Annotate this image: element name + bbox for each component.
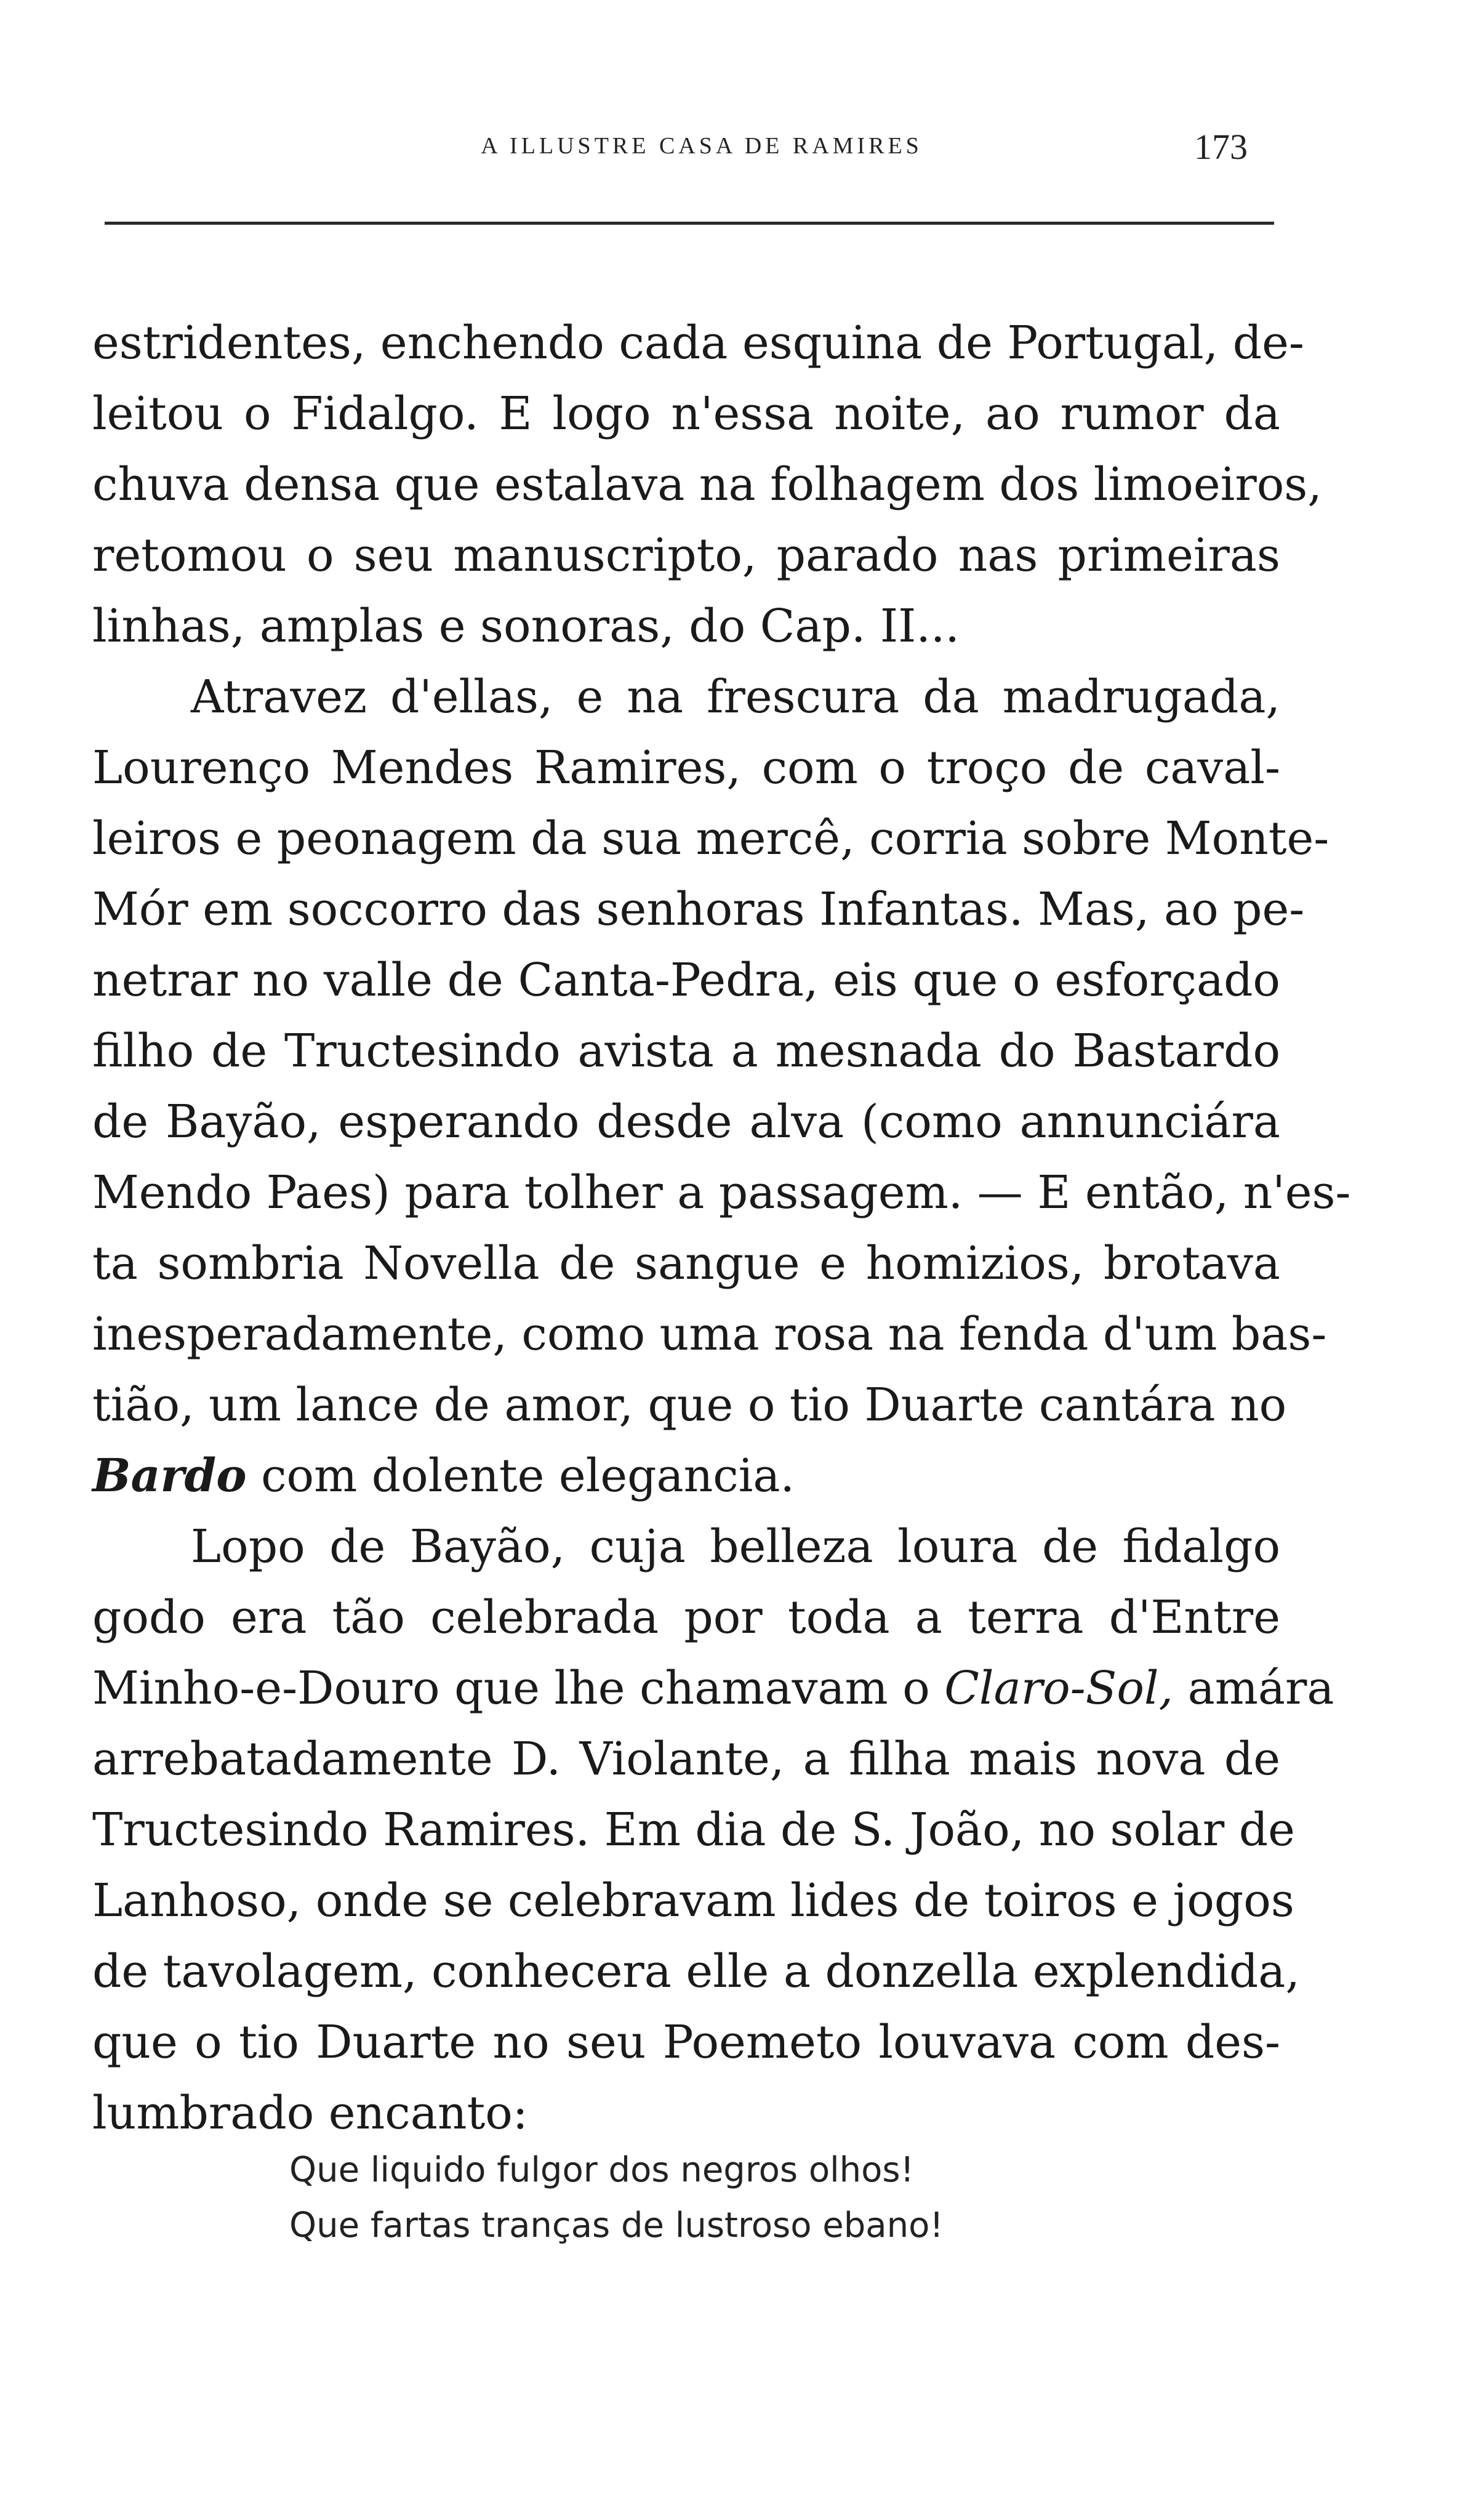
text-line: Tructesindo Ramires. Em dia de S. João, no solar de [92, 1803, 1295, 1856]
verse-line: Que liquido fulgor dos negros olhos! [289, 2150, 915, 2190]
text-line: lumbrado encanto: [92, 2087, 528, 2140]
text-line: Atravez d'ellas, e na frescura da madrugada, [191, 671, 1280, 723]
text-line [92, 1653, 1334, 1724]
text-line: leiros e peonagem da sua mercê, corria sobre Monte- [92, 812, 1330, 865]
text-line: Mendo Paes) para tolher a passagem. — E então, n'es- [92, 1166, 1351, 1219]
page-number: 173 [1194, 127, 1248, 167]
text-line: que o tio Duarte no seu Poemeto louvava com des- [92, 2016, 1280, 2069]
text-line: chuva densa que estalava na folhagem dos limoeiros, [92, 458, 1322, 511]
text-line: de tavolagem, conhecera elle a donzella explendida, [92, 1945, 1300, 1998]
running-head: A ILLUSTRE CASA DE RAMIRES [481, 133, 923, 159]
header-rule [105, 222, 1274, 225]
text-line: Lopo de Bayão, cuja belleza loura de fidalgo [191, 1520, 1280, 1573]
text-line: filho de Tructesindo avista a mesnada do Bastardo [92, 1025, 1280, 1077]
text-span: Minho-e-Douro que lhe chamavam o [92, 1662, 945, 1715]
text-line: linhas, amplas e sonoras, do Cap. II... [92, 600, 960, 653]
nickname-claro-sol: Claro-Sol, [944, 1662, 1174, 1715]
text-line: estridentes, enchendo cada esquina de Portugal, de- [92, 316, 1304, 369]
text-line: retomou o seu manuscripto, parado nas primeiras [92, 529, 1280, 582]
text-line: tião, um lance de amor, que o tio Duarte cantára no [92, 1379, 1287, 1432]
text-line: ta sombria Novella de sangue e homizios, brotava [92, 1237, 1280, 1290]
text-line: Lanhoso, onde se celebravam lides de toiros e jogos [92, 1874, 1294, 1927]
text-line: netrar no valle de Canta-Pedra, eis que o esforçado [92, 954, 1280, 1007]
verse-quote [289, 2143, 1089, 2253]
text-line: de Bayão, esperando desde alva (como annunciára [92, 1095, 1280, 1148]
text-span: com dolente elegancia. [246, 1449, 795, 1502]
text-line: arrebatadamente D. Violante, a filha mais nova de [92, 1733, 1280, 1786]
text-span: amára [1173, 1662, 1334, 1715]
body-text [92, 308, 1351, 2149]
text-line [92, 1441, 1280, 1512]
text-line: Lourenço Mendes Ramires, com o troço de caval- [92, 741, 1280, 794]
verse-line: Que fartas tranças de lustroso ebano! [289, 2205, 944, 2245]
text-line: godo era tão celebrada por toda a terra d'Entre [92, 1591, 1280, 1644]
book-title-bardo: Bardo [92, 1449, 247, 1502]
text-line: inesperadamente, como uma rosa na fenda d'um bas- [92, 1308, 1327, 1361]
text-line: Mór em soccorro das senhoras Infantas. Mas, ao pe- [92, 883, 1305, 936]
text-line: leitou o Fidalgo. E logo n'essa noite, ao rumor da [92, 387, 1280, 440]
